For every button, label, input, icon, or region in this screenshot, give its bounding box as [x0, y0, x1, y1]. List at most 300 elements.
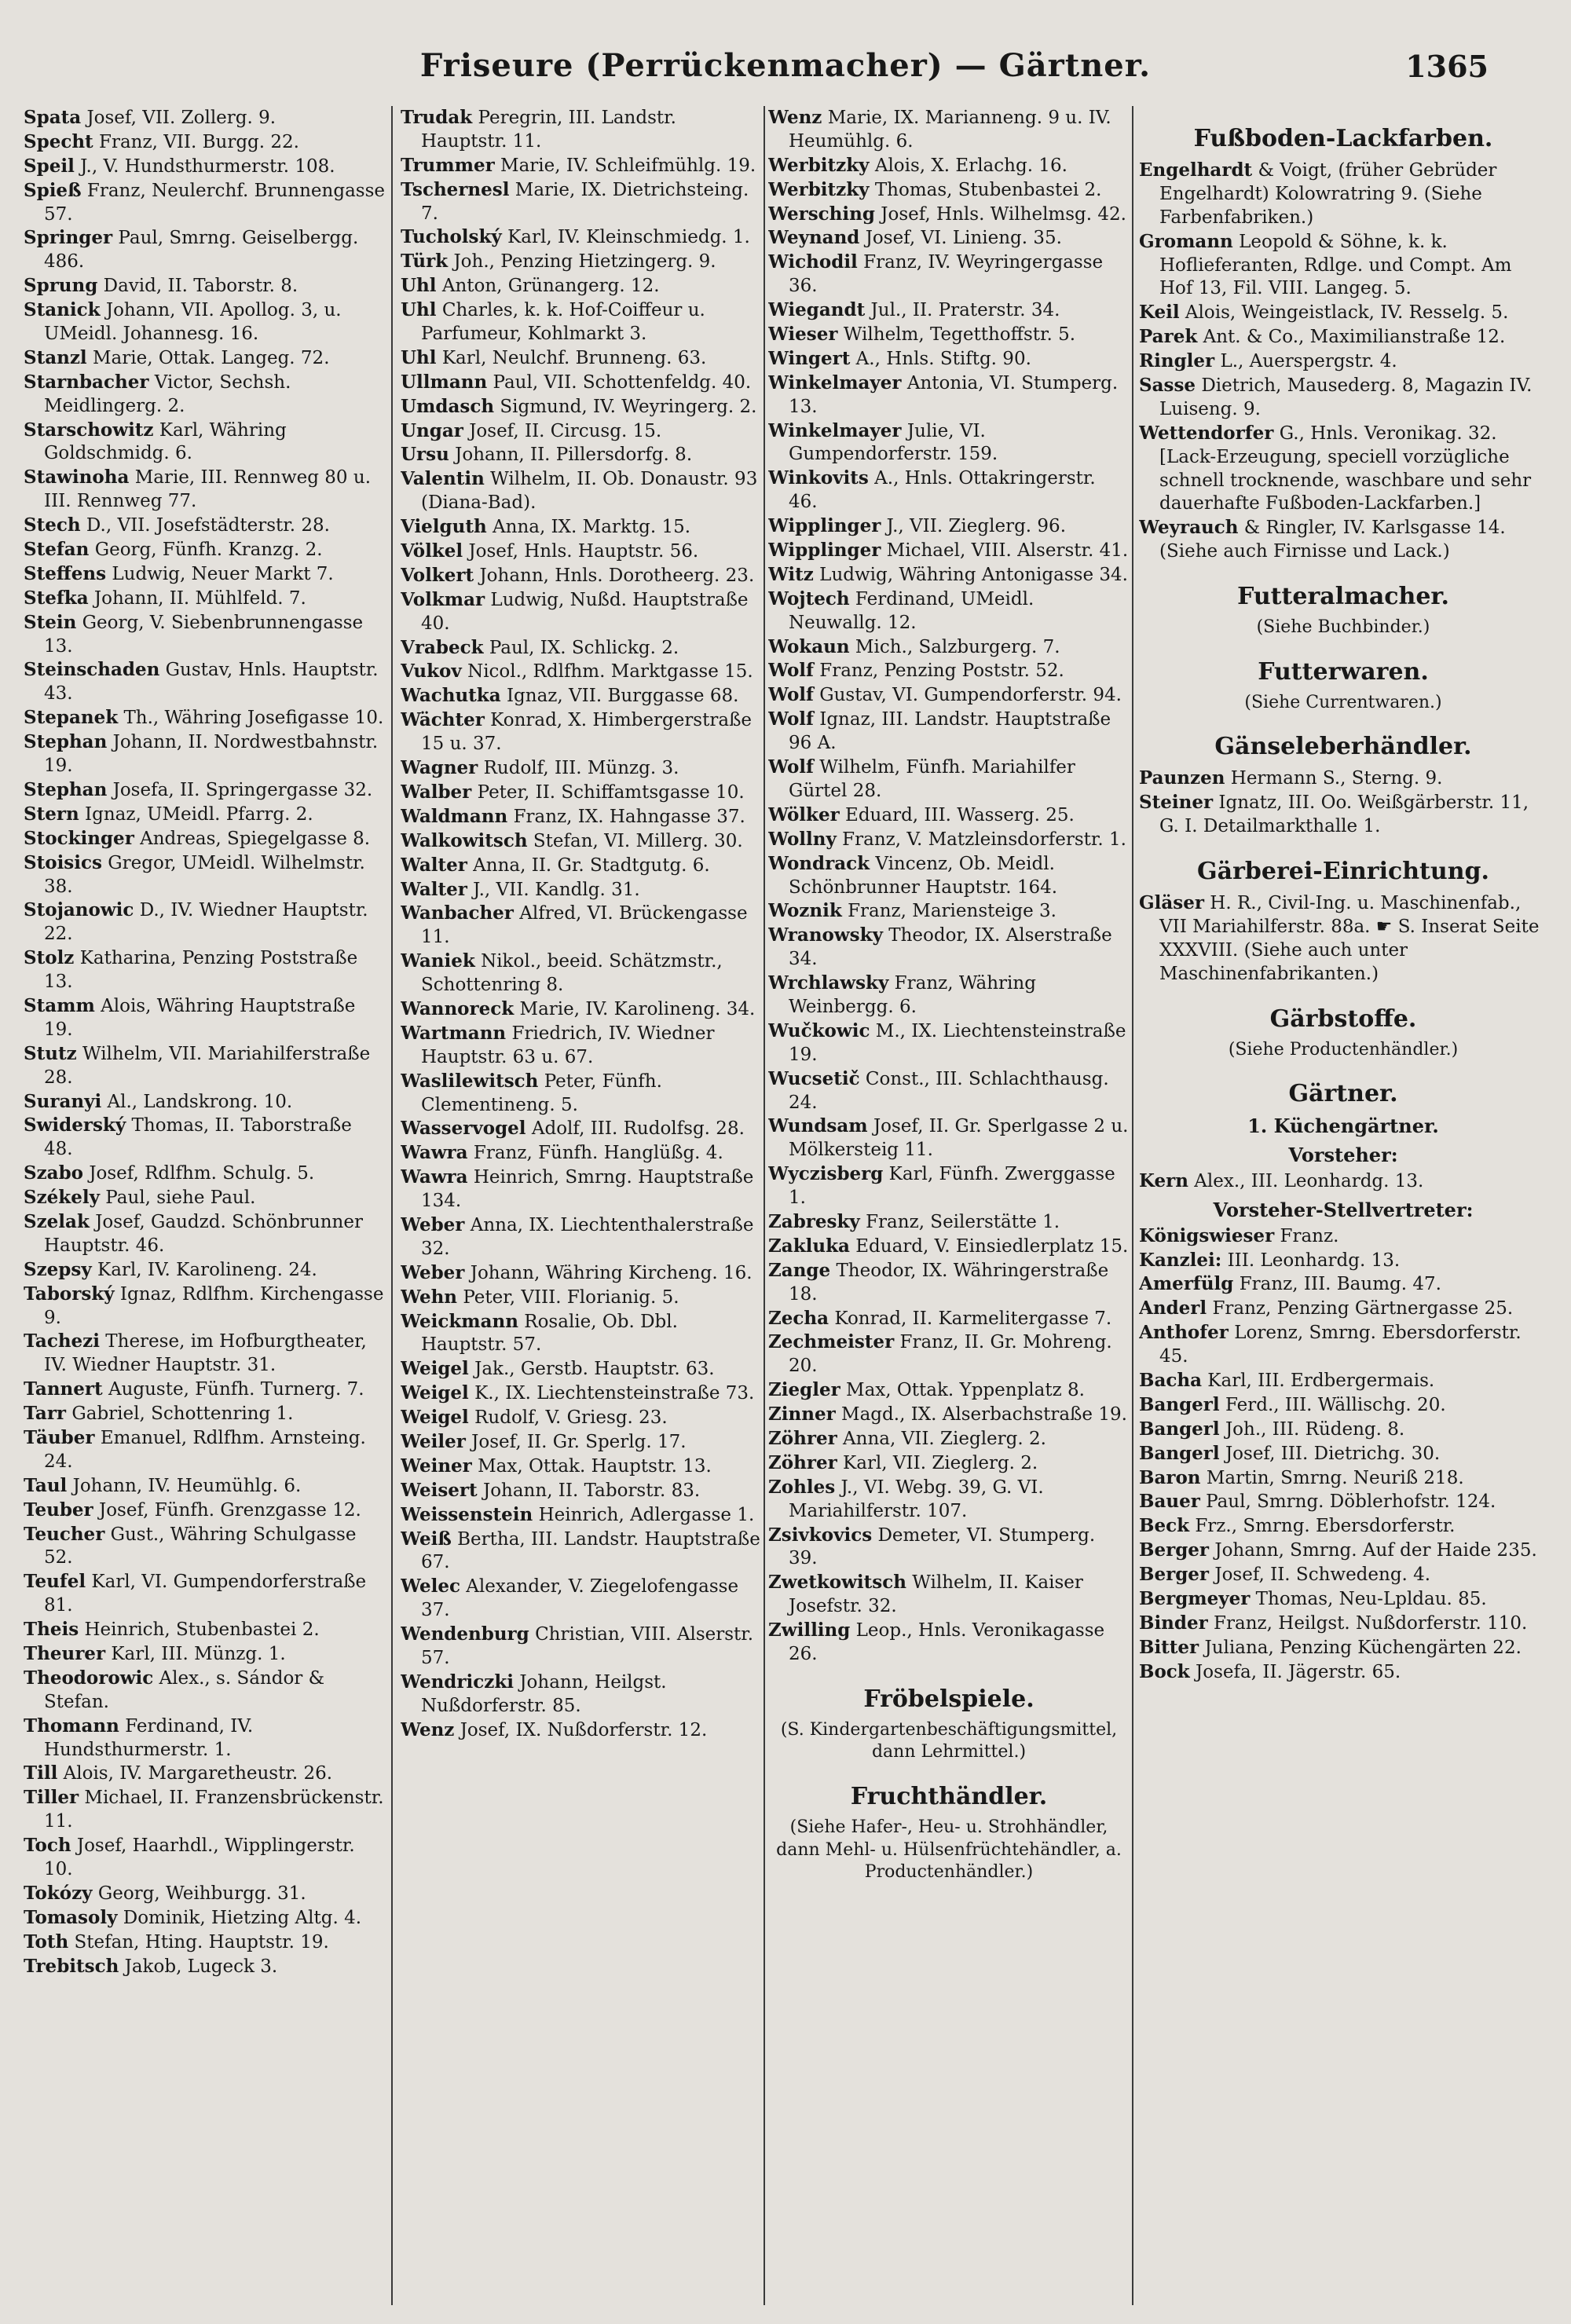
directory-entry [401, 805, 762, 829]
directory-entry [401, 1070, 762, 1118]
entry-name: Suranyi [24, 1090, 102, 1112]
entry-details: Ferdinand, IV. Hundsthurmerstr. 1. [44, 1715, 254, 1760]
directory-entry [768, 1427, 1130, 1451]
entry-name: Zwilling [768, 1619, 851, 1641]
entry-name: Zange [768, 1259, 831, 1281]
entry-details: Ignaz, UMeidl. Pfarrg. 2. [85, 803, 313, 825]
entry-details: Christian, VIII. Alserstr. 57. [421, 1624, 754, 1668]
entry-details: Josefa, II. Springergasse 32. [112, 779, 373, 800]
directory-entry [401, 250, 762, 274]
directory-entry [401, 1357, 762, 1382]
entry-name: Toth [24, 1931, 69, 1953]
entry-details: Alois, Währing Hauptstraße 19. [44, 995, 356, 1040]
entry-details: Wilhelm, II. Ob. Donaustr. 93 (Diana-Bad). [421, 469, 758, 514]
directory-entry [24, 419, 385, 467]
entry-name: Wučkowic [768, 1019, 870, 1041]
directory-entry [1139, 374, 1547, 422]
entry-name: Volkert [401, 564, 474, 586]
directory-entry [24, 130, 385, 155]
entry-name: Paunzen [1139, 767, 1225, 789]
directory-entry [24, 1499, 385, 1523]
entry-name: Zakluka [768, 1235, 850, 1257]
directory-entry [24, 1667, 385, 1715]
directory-entry [1139, 1169, 1547, 1194]
section-heading: Futteralmacher. [1237, 583, 1449, 611]
entry-name: Weynand [768, 227, 860, 249]
entry-details: Franz, III. Baumg. 47. [1239, 1274, 1441, 1295]
entry-name: Wollny [768, 828, 837, 850]
entry-details: H. R., Civil-Ing. u. Maschinenfab., VII Mariahilferstr. 88a. ☛ S. Inserat Seite XXXVIII. (Siehe auch unter Maschinenfabrikanten.) [1159, 893, 1540, 984]
directory-entry [24, 611, 385, 659]
entry-name: Winkovits [768, 467, 869, 489]
entry-name: Weisert [401, 1479, 478, 1501]
directory-entry [24, 538, 385, 562]
entry-name: Zöhrer [768, 1427, 837, 1449]
entry-details: Andreas, Spiegelgasse 8. [140, 828, 371, 849]
directory-entry [1139, 1297, 1547, 1321]
entry-name: Sasse [1139, 375, 1196, 397]
entry-details: Paul, IX. Schlickg. 2. [489, 637, 679, 658]
entry-details: Marie, IV. Karolineng. 34. [519, 998, 756, 1019]
entry-name: Wichodil [768, 251, 858, 273]
section-subheading: Vorsteher: [1288, 1144, 1398, 1167]
entry-details: Ferdinand, UMeidl. Neuwallg. 12. [789, 588, 1035, 633]
entry-details: Johann, Smrng. Auf der Haide 235. [1214, 1540, 1537, 1561]
directory-entry [24, 1162, 385, 1186]
entry-details: J., V. Hundsthurmerstr. 108. [80, 156, 335, 177]
entry-details: Josef, II. Schwedeng. 4. [1214, 1565, 1431, 1586]
entry-name: Wucsetič [768, 1067, 860, 1089]
entry-name: Trummer [401, 154, 495, 176]
entry-name: Wannoreck [401, 997, 515, 1019]
directory-entry [401, 636, 762, 661]
section-note: (Siehe Productenhändler.) [1228, 1039, 1459, 1060]
entry-details: Georg, Weihburgg. 31. [97, 1883, 306, 1904]
entry-details: Peter, Fünfh. Clementineng. 5. [421, 1071, 662, 1115]
entry-details: Franz, V. Matzleinsdorferstr. 1. [842, 829, 1126, 850]
directory-entry [768, 226, 1130, 251]
entry-details: Josef, VII. Zollerg. 9. [86, 108, 276, 128]
entry-name: Wasservogel [401, 1118, 526, 1140]
entry-name: Wyczisberg [768, 1163, 884, 1185]
directory-entry [401, 1528, 762, 1576]
directory-entry [24, 1283, 385, 1330]
directory-entry [24, 706, 385, 730]
directory-entry [24, 827, 385, 851]
entry-details: Josef, Rdlfhm. Schulg. 5. [89, 1163, 315, 1184]
entry-details: Michael, II. Franzensbrückenstr. 11. [44, 1788, 384, 1832]
directory-entry [768, 1259, 1130, 1307]
entry-name: Bauer [1139, 1491, 1200, 1513]
entry-name: Szabo [24, 1162, 83, 1184]
directory-entry [401, 902, 762, 950]
entry-details: Thomas, Neu-Lpldau. 85. [1255, 1588, 1487, 1609]
entry-name: Wawra [401, 1142, 468, 1164]
entry-name: Tschernesl [401, 178, 510, 200]
entry-name: Ursu [401, 444, 449, 466]
directory-entry [768, 1114, 1130, 1162]
directory-entry [24, 803, 385, 827]
entry-name: Walkowitsch [401, 829, 528, 851]
entry-name: Stern [24, 803, 79, 825]
entry-details: Josef, VI. Linieng. 35. [865, 228, 1062, 249]
directory-entry [401, 1623, 762, 1671]
directory-entry [401, 950, 762, 997]
entry-details: K., IX. Liechtensteinstraße 73. [474, 1383, 755, 1404]
entry-details: Ludwig, Nußd. Hauptstraße 40. [421, 589, 749, 634]
entry-name: Wölker [768, 803, 840, 825]
directory-entry [401, 1671, 762, 1718]
directory-entry [768, 1235, 1130, 1259]
directory-entry [1139, 1369, 1547, 1393]
entry-name: Täuber [24, 1426, 95, 1448]
entry-details: Hermann S., Sterng. 9. [1230, 768, 1443, 789]
entry-name: Trebitsch [24, 1955, 119, 1977]
entry-details: Jul., II. Praterstr. 34. [870, 300, 1060, 321]
entry-details: Johann, II. Nordwestbahnstr. 19. [44, 732, 379, 777]
entry-name: Weber [401, 1261, 465, 1283]
directory-entry [768, 298, 1130, 323]
directory-entry [401, 1261, 762, 1286]
entry-name: Waniek [401, 950, 475, 972]
directory-entry [401, 1166, 762, 1213]
entry-name: Volkmar [401, 588, 485, 610]
entry-name: Wenz [768, 107, 822, 128]
entry-details: Marie, Ottak. Langeg. 72. [92, 347, 330, 368]
entry-details: Alfred, VI. Brückengasse 11. [421, 903, 748, 948]
entry-details: Franz, Währing Weinbergg. 6. [789, 973, 1036, 1017]
entry-details: Heinrich, Stubenbastei 2. [84, 1619, 320, 1641]
directory-entry [401, 1286, 762, 1310]
entry-details: Paul, Smrng. Geiselbergg. 486. [44, 228, 359, 273]
entry-name: Wolf [768, 660, 814, 682]
section-subheading: 1. Küchengärtner. [1247, 1114, 1439, 1138]
entry-name: Stepanek [24, 707, 119, 729]
directory-entry [24, 1882, 385, 1906]
entry-name: Wagner [401, 757, 478, 779]
entry-details: Th., Währing Josefigasse 10. [123, 708, 384, 729]
section-heading: Fruchthändler. [850, 1783, 1048, 1811]
directory-entry [401, 178, 762, 226]
entry-details: Katharina, Penzing Poststraße 13. [44, 948, 358, 993]
directory-entry [1139, 1418, 1547, 1442]
directory-entry [768, 178, 1130, 203]
entry-name: Königswieser [1139, 1224, 1275, 1246]
entry-details: Mich., Salzburgerg. 7. [855, 636, 1060, 657]
directory-entry [401, 1310, 762, 1358]
entry-details: Karl, VI. Gumpendorferstraße 81. [44, 1572, 367, 1616]
entry-name: Anderl [1139, 1297, 1207, 1319]
entry-name: Bergmeyer [1139, 1587, 1251, 1609]
directory-entry [24, 1114, 385, 1162]
entry-name: Amerfülg [1139, 1273, 1234, 1295]
directory-entry [401, 1503, 762, 1528]
entry-details: J., VI. Webg. 39, G. VI. Mariahilferstr. 107. [789, 1477, 1044, 1521]
directory-entry [401, 564, 762, 588]
entry-details: Charles, k. k. Hof-Coiffeur u. Parfumeur, Kohlmarkt 3. [421, 300, 705, 345]
entry-name: Trudak [401, 107, 473, 128]
directory-entry [24, 226, 385, 274]
entry-details: Gust., Währing Schulgasse 52. [44, 1524, 357, 1568]
entry-name: Till [24, 1762, 58, 1784]
entry-name: Taborský [24, 1283, 115, 1305]
entry-name: Witz [768, 563, 814, 585]
entry-details: Franz, IX. Hahngasse 37. [513, 806, 745, 827]
entry-details: Peregrin, III. Landstr. Hauptstr. 11. [421, 108, 676, 152]
column-4 [1139, 106, 1547, 2305]
entry-name: Swiderský [24, 1114, 126, 1136]
directory-entry [401, 443, 762, 467]
directory-entry [768, 1451, 1130, 1476]
directory-entry [24, 298, 385, 346]
entry-details: Heinrich, Adlergasse 1. [538, 1504, 755, 1525]
entry-details: Ignaz, Rdlfhm. Kirchengasse 9. [44, 1283, 384, 1328]
entry-name: Steinschaden [24, 659, 160, 681]
directory-entry [1139, 1466, 1547, 1491]
entry-name: Wingert [768, 347, 851, 369]
entry-name: Teuber [24, 1499, 93, 1521]
entry-details: Thomas, II. Taborstraße 48. [44, 1115, 352, 1160]
directory-entry [401, 154, 762, 178]
entry-details: Johann, II. Mühlfeld. 7. [93, 587, 306, 609]
entry-details: Wilhelm, II. Kaiser Josefstr. 32. [789, 1572, 1083, 1617]
directory-entry [401, 419, 762, 444]
directory-entry [24, 946, 385, 994]
directory-entry [24, 371, 385, 419]
entry-details: Nicol., Rdlfhm. Marktgasse 15. [467, 661, 753, 683]
entry-details: III. Leonhardg. 13. [1227, 1250, 1401, 1271]
directory-entry [1139, 422, 1547, 517]
directory-entry [24, 994, 385, 1042]
entry-name: Weiler [401, 1430, 466, 1452]
directory-entry [768, 1524, 1130, 1572]
entry-details: Wilhelm, VII. Mariahilferstraße 28. [44, 1043, 371, 1088]
entry-details: Rosalie, Ob. Dbl. Hauptstr. 57. [421, 1311, 678, 1356]
entry-details: Peter, VIII. Florianig. 5. [463, 1286, 679, 1308]
entry-name: Stech [24, 514, 81, 536]
entry-name: Wolf [768, 684, 814, 706]
directory-entry [1139, 230, 1547, 302]
entry-name: Zöhrer [768, 1451, 837, 1473]
entry-name: Bacha [1139, 1369, 1202, 1391]
page-title: Friseure (Perrückenmacher) — Gärtner. [419, 47, 1152, 84]
entry-details: A., Hnls. Ottakringerstr. 46. [789, 468, 1096, 513]
entry-details: Antonia, VI. Stumperg. 13. [789, 372, 1119, 417]
directory-entry [768, 514, 1130, 539]
directory-entry [768, 828, 1130, 852]
entry-details: Al., Landskrong. 10. [107, 1091, 293, 1112]
directory-entry [768, 539, 1130, 563]
entry-name: Berger [1139, 1564, 1210, 1586]
directory-entry [401, 756, 762, 781]
entry-details: Max, Ottak. Yppenplatz 8. [846, 1380, 1085, 1401]
entry-name: Uhl [401, 346, 437, 368]
entry-name: Ziegler [768, 1379, 840, 1401]
directory-entry [401, 540, 762, 564]
entry-name: Sprung [24, 275, 98, 297]
entry-details: Karl, IV. Karolineng. 24. [97, 1259, 317, 1280]
directory-entry [24, 1931, 385, 1955]
directory-entry [768, 1210, 1130, 1235]
directory-entry [1139, 1587, 1547, 1612]
entry-details: Paul, VII. Schottenfeldg. 40. [493, 371, 752, 393]
entry-name: Völkel [401, 540, 463, 562]
directory-entry [401, 829, 762, 854]
directory-entry [401, 225, 762, 250]
entry-details: Peter, II. Schiffamtsgasse 10. [477, 781, 745, 803]
entry-name: Wächter [401, 709, 485, 731]
entry-details: Josefa, II. Jägerstr. 65. [1196, 1661, 1401, 1682]
entry-details: Stefan, VI. Millerg. 30. [533, 830, 743, 851]
entry-details: Karl, III. Erdbergermais. [1207, 1370, 1435, 1391]
entry-name: Wendenburg [401, 1623, 529, 1645]
entry-name: Wolf [768, 708, 814, 730]
directory-entry [24, 1570, 385, 1618]
entry-name: Tiller [24, 1787, 79, 1809]
entry-name: Vrabeck [401, 636, 484, 658]
entry-details: Demeter, VI. Stumperg. 39. [789, 1524, 1096, 1569]
entry-details: Emanuel, Rdlfhm. Arnsteing. 24. [44, 1427, 366, 1472]
directory-entry [401, 1117, 762, 1141]
entry-name: Kanzlei: [1139, 1249, 1222, 1271]
entry-details: Wilhelm, Fünfh. Mariahilfer Gürtel 28. [789, 757, 1075, 801]
directory-entry [401, 1430, 762, 1455]
directory-entry [768, 371, 1130, 419]
directory-entry [24, 587, 385, 611]
column-divider [764, 106, 765, 2305]
directory-entry [24, 179, 385, 227]
entry-details: Therese, im Hofburgtheater, IV. Wiedner Hauptstr. 31. [44, 1331, 367, 1376]
entry-name: Weber [401, 1213, 465, 1235]
entry-name: Weyrauch [1139, 517, 1239, 539]
entry-name: Specht [24, 130, 93, 152]
entry-details: Friedrich, IV. Wiedner Hauptstr. 63 u. 67. [421, 1023, 715, 1067]
entry-details: Josef, IX. Nußdorferstr. 12. [460, 1719, 708, 1740]
entry-name: Wersching [768, 203, 875, 225]
entry-details: Lorenz, Smrng. Ebersdorferstr. 45. [1159, 1323, 1522, 1367]
page-header [0, 39, 1571, 102]
entry-details: Karl, III. Münzg. 1. [111, 1644, 286, 1664]
entry-details: Konrad, X. Himbergerstraße 15 u. 37. [421, 710, 753, 755]
entry-details: Bertha, III. Landstr. Hauptstraße 67. [421, 1528, 760, 1573]
entry-name: Wondrack [768, 852, 870, 874]
entry-name: Wipplinger [768, 540, 881, 562]
directory-entry [401, 1718, 762, 1743]
entry-details: Gregor, UMeidl. Wilhelmstr. 38. [44, 852, 365, 897]
entry-details: Johann, Währing Kircheng. 16. [470, 1262, 753, 1283]
entry-name: Vielguth [401, 516, 487, 538]
entry-name: Weickmann [401, 1310, 518, 1332]
entry-name: Walber [401, 781, 472, 803]
section-heading: Gärbstoffe. [1269, 1005, 1417, 1033]
entry-details: Alex., III. Leonhardg. 13. [1194, 1170, 1424, 1191]
entry-name: Taul [24, 1474, 68, 1496]
entry-details: Ludwig, Währing Antonigasse 34. [819, 564, 1128, 585]
entry-name: Ungar [401, 419, 463, 441]
directory-entry [401, 1382, 762, 1406]
entry-details: Josef, Gaudzd. Schönbrunner Hauptstr. 46. [44, 1211, 363, 1256]
entry-name: Thomann [24, 1715, 119, 1737]
directory-entry [24, 514, 385, 538]
entry-name: Wiegandt [768, 299, 866, 321]
entry-details: Alexander, V. Ziegelofengasse 37. [421, 1576, 739, 1621]
entry-name: Weiner [401, 1455, 472, 1477]
entry-details: Sigmund, IV. Weyringerg. 2. [500, 396, 757, 417]
entry-name: Wojtech [768, 587, 850, 609]
directory-entry [24, 1618, 385, 1642]
entry-name: Wehn [401, 1286, 458, 1308]
directory-entry [1139, 301, 1547, 325]
directory-entry [24, 1186, 385, 1210]
entry-details: Johann, II. Pillersdorfg. 8. [455, 445, 693, 466]
section-heading: Fußboden-Lackfarben. [1193, 125, 1493, 152]
directory-entry [768, 803, 1130, 828]
entry-details: J., VII. Zieglerg. 96. [886, 516, 1066, 537]
directory-entry [401, 274, 762, 298]
directory-entry [1139, 791, 1547, 839]
entry-details: Ferd., III. Wällischg. 20. [1225, 1394, 1446, 1415]
entry-details: Victor, Sechsh. Meidlingerg. 2. [44, 371, 291, 416]
entry-details: Anna, VII. Zieglerg. 2. [843, 1428, 1046, 1449]
directory-entry [768, 756, 1130, 803]
entry-name: Bitter [1139, 1636, 1199, 1658]
entry-name: Starnbacher [24, 371, 149, 393]
directory-entry [24, 346, 385, 371]
directory-entry [1139, 1612, 1547, 1636]
entry-details: Franz. [1280, 1225, 1339, 1246]
entry-name: Stockinger [24, 827, 134, 849]
column-divider [1132, 106, 1133, 2305]
directory-entry [768, 251, 1130, 298]
directory-entry [24, 1402, 385, 1426]
directory-entry [1139, 767, 1547, 791]
directory-entry [768, 635, 1130, 660]
entry-details: Alois, IV. Margaretheustr. 26. [63, 1763, 333, 1784]
entry-name: Spata [24, 107, 82, 128]
section-heading: Gärberei-Einrichtung. [1197, 858, 1489, 885]
entry-details: Franz, Penzing Gärtnergasse 25. [1212, 1298, 1514, 1319]
entry-name: Zwetkowitsch [768, 1572, 906, 1594]
directory-entry [768, 1476, 1130, 1524]
directory-entry [768, 154, 1130, 178]
entry-details: Rudolf, V. Griesg. 23. [474, 1407, 668, 1429]
entry-name: Szepsy [24, 1258, 92, 1280]
entry-details: Max, Ottak. Hauptstr. 13. [478, 1455, 712, 1477]
directory-entry [1139, 1539, 1547, 1563]
directory-entry [24, 1210, 385, 1258]
entry-details: Martin, Smrng. Neuriß 218. [1206, 1467, 1464, 1488]
directory-entry [401, 1406, 762, 1430]
entry-name: Szelak [24, 1210, 90, 1232]
column-3 [768, 106, 1130, 2305]
entry-name: Stephan [24, 731, 108, 753]
entry-name: Gromann [1139, 230, 1233, 252]
entry-details: Franz, Heilgst. Nußdorferstr. 110. [1214, 1612, 1528, 1634]
entry-details: Franz, Fünfh. Hanglüßg. 4. [473, 1143, 723, 1164]
directory-entry [768, 1162, 1130, 1210]
entry-name: Stoisics [24, 851, 102, 873]
entry-details: David, II. Taborstr. 8. [103, 276, 298, 297]
entry-details: Dominik, Hietzing Altg. 4. [123, 1907, 362, 1928]
section-note: (Siehe Hafer-, Heu- u. Strohhändler, dann Mehl- u. Hülsenfrüchtehändler, a. Productenhändler.) [776, 1817, 1122, 1883]
entry-details: Dietrich, Mausederg. 8, Magazin IV. Luiseng. 9. [1159, 375, 1533, 419]
entry-name: Türk [401, 251, 449, 273]
directory-entry [24, 466, 385, 514]
directory-entry [768, 972, 1130, 1019]
directory-entry [1139, 1636, 1547, 1660]
entry-details: Johann, Heilgst. Nußdorferstr. 85. [421, 1671, 667, 1716]
entry-details: Franz, Mariensteige 3. [848, 901, 1056, 922]
